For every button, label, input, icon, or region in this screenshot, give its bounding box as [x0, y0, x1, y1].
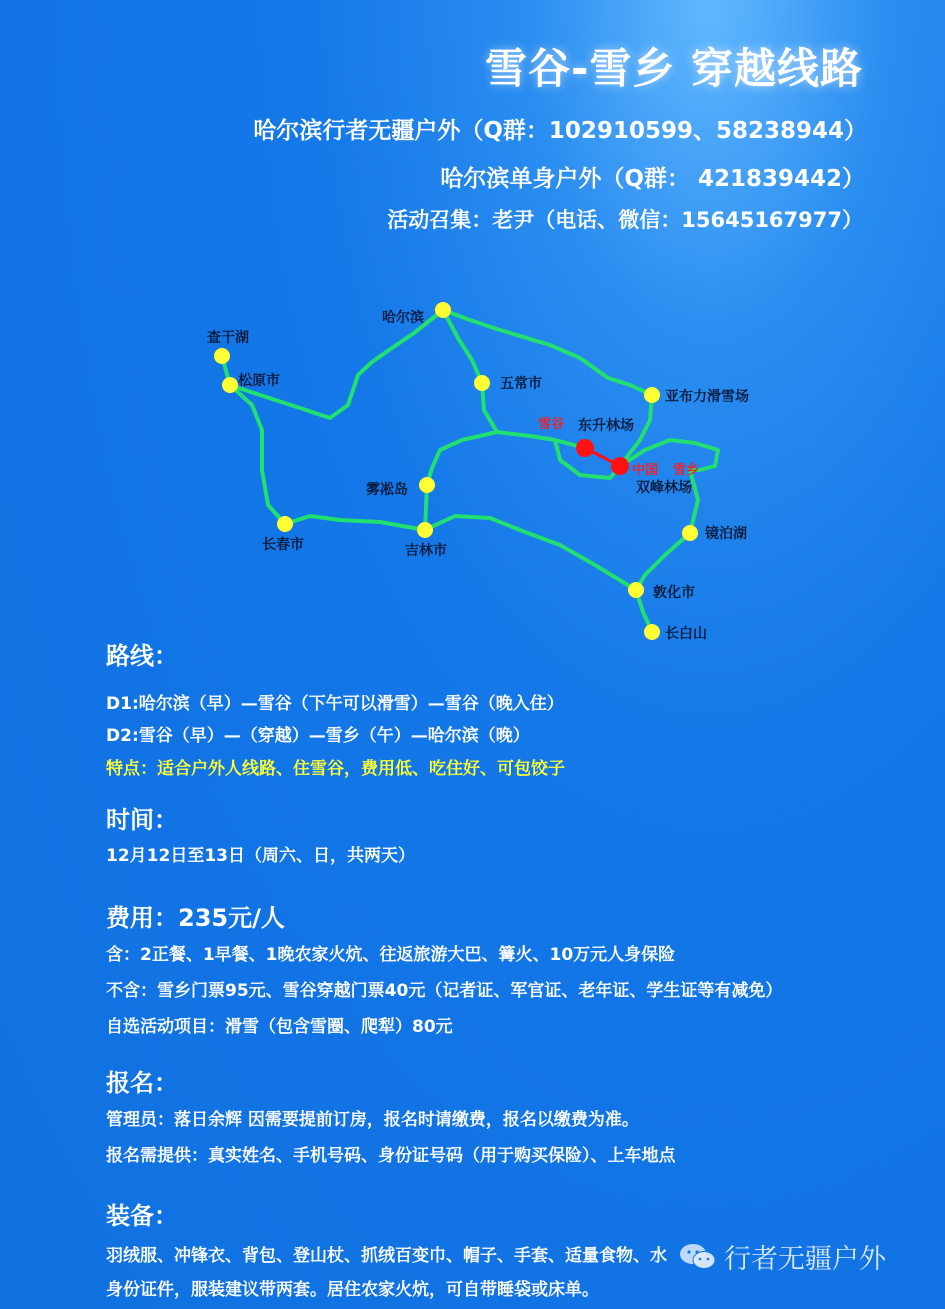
route-junction-wusongdao	[427, 432, 497, 485]
label-shuangfeng: 双峰林场	[636, 480, 692, 496]
stop-xuexiang	[611, 457, 629, 475]
page-title: 雪谷-雪乡 穿越线路	[485, 44, 864, 93]
stop-wuchang	[474, 375, 490, 391]
stop-yabuli	[644, 387, 660, 403]
route-changchun-jilin	[285, 516, 425, 530]
watermark	[680, 1237, 886, 1276]
label-china: 中国	[632, 463, 659, 478]
signup-required: 报名需提供：真实姓名、手机号码、身份证号码（用于购买保险）、上车地点	[106, 1146, 676, 1166]
fee-optional: 自选活动项目：滑雪（包含雪圈、爬犁）80元	[106, 1017, 453, 1037]
label-harbin: 哈尔滨	[382, 310, 424, 326]
stop-songyuan	[222, 377, 238, 393]
watermark-text: 行者无疆户外	[724, 1244, 886, 1275]
gear-line1: 羽绒服、冲锋衣、背包、登山杖、抓绒百变巾、帽子、手套、适量食物、水	[106, 1246, 667, 1266]
stop-jilin	[417, 522, 433, 538]
label-xuegu: 雪谷	[538, 417, 565, 432]
gear-line2: 身份证件，服装建议带两套。居住农家火炕，可自带睡袋或床单。	[106, 1280, 599, 1300]
header-group2: 哈尔滨单身户外（Q群： 421839442）	[440, 166, 865, 192]
route-map	[190, 285, 780, 655]
stop-chaganhu	[214, 348, 230, 364]
label-wuchang: 五常市	[500, 376, 542, 392]
label-dunhua: 敦化市	[653, 585, 695, 601]
label-jilin: 吉林市	[405, 543, 447, 559]
stop-jingpohu	[682, 525, 698, 541]
route-jingpohu-dunhua	[636, 533, 690, 590]
stop-harbin	[435, 302, 451, 318]
label-chaganhu: 查干湖	[207, 330, 249, 346]
time-heading: 时间：	[106, 806, 178, 834]
route-day1: D1:哈尔滨（早）—雪谷（下午可以滑雪）—雪谷（晚入住）	[106, 694, 564, 714]
header-organizer: 活动召集：老尹（电话、微信：15645167977）	[387, 208, 863, 232]
label-yabuli: 亚布力滑雪场	[665, 389, 749, 405]
stop-xuegu	[576, 439, 594, 457]
fee-includes: 含：2正餐、1早餐、1晚农家火炕、往返旅游大巴、篝火、10万元人身保险	[106, 945, 676, 965]
route-jilin-dunhua	[425, 516, 636, 590]
label-songyuan: 松原市	[238, 373, 280, 389]
wechat-icon	[678, 1241, 718, 1271]
signup-admin: 管理员：落日余辉 因需要提前订房，报名时请缴费，报名以缴费为准。	[106, 1110, 639, 1130]
route-songyuan-changchun	[230, 385, 285, 524]
stop-changchun	[277, 516, 293, 532]
stop-changbaishan	[644, 624, 660, 640]
gear-heading: 装备：	[106, 1202, 178, 1230]
stop-wusongdao	[419, 477, 435, 493]
time-value: 12月12日至13日（周六、日，共两天）	[106, 846, 415, 866]
header-group1: 哈尔滨行者无疆户外（Q群：102910599、58238944）	[253, 118, 867, 144]
label-wusongdao: 雾凇岛	[366, 482, 408, 498]
fee-excludes: 不含：雪乡门票95元、雪谷穿越门票40元（记者证、军官证、老年证、学生证等有减免）	[106, 981, 783, 1001]
label-jingpohu: 镜泊湖	[705, 526, 747, 542]
route-heading: 路线：	[106, 642, 178, 670]
route-day2: D2:雪谷（早）—（穿越）—雪乡（午）—哈尔滨（晚）	[106, 726, 530, 746]
label-changchun: 长春市	[262, 537, 304, 553]
fee-heading: 费用：235元/人	[106, 904, 285, 932]
route-junction-xuegu	[497, 432, 585, 448]
label-xuexiang: 雪乡	[673, 463, 700, 478]
signup-heading: 报名：	[106, 1069, 178, 1097]
label-dongsheng: 东升林场	[578, 418, 634, 434]
label-changbaishan: 长白山	[665, 626, 707, 642]
stop-dunhua	[628, 582, 644, 598]
route-feature: 特点：适合户外人线路、住雪谷，费用低、吃住好、可包饺子	[106, 759, 565, 779]
route-songyuan-harbin	[230, 310, 443, 418]
